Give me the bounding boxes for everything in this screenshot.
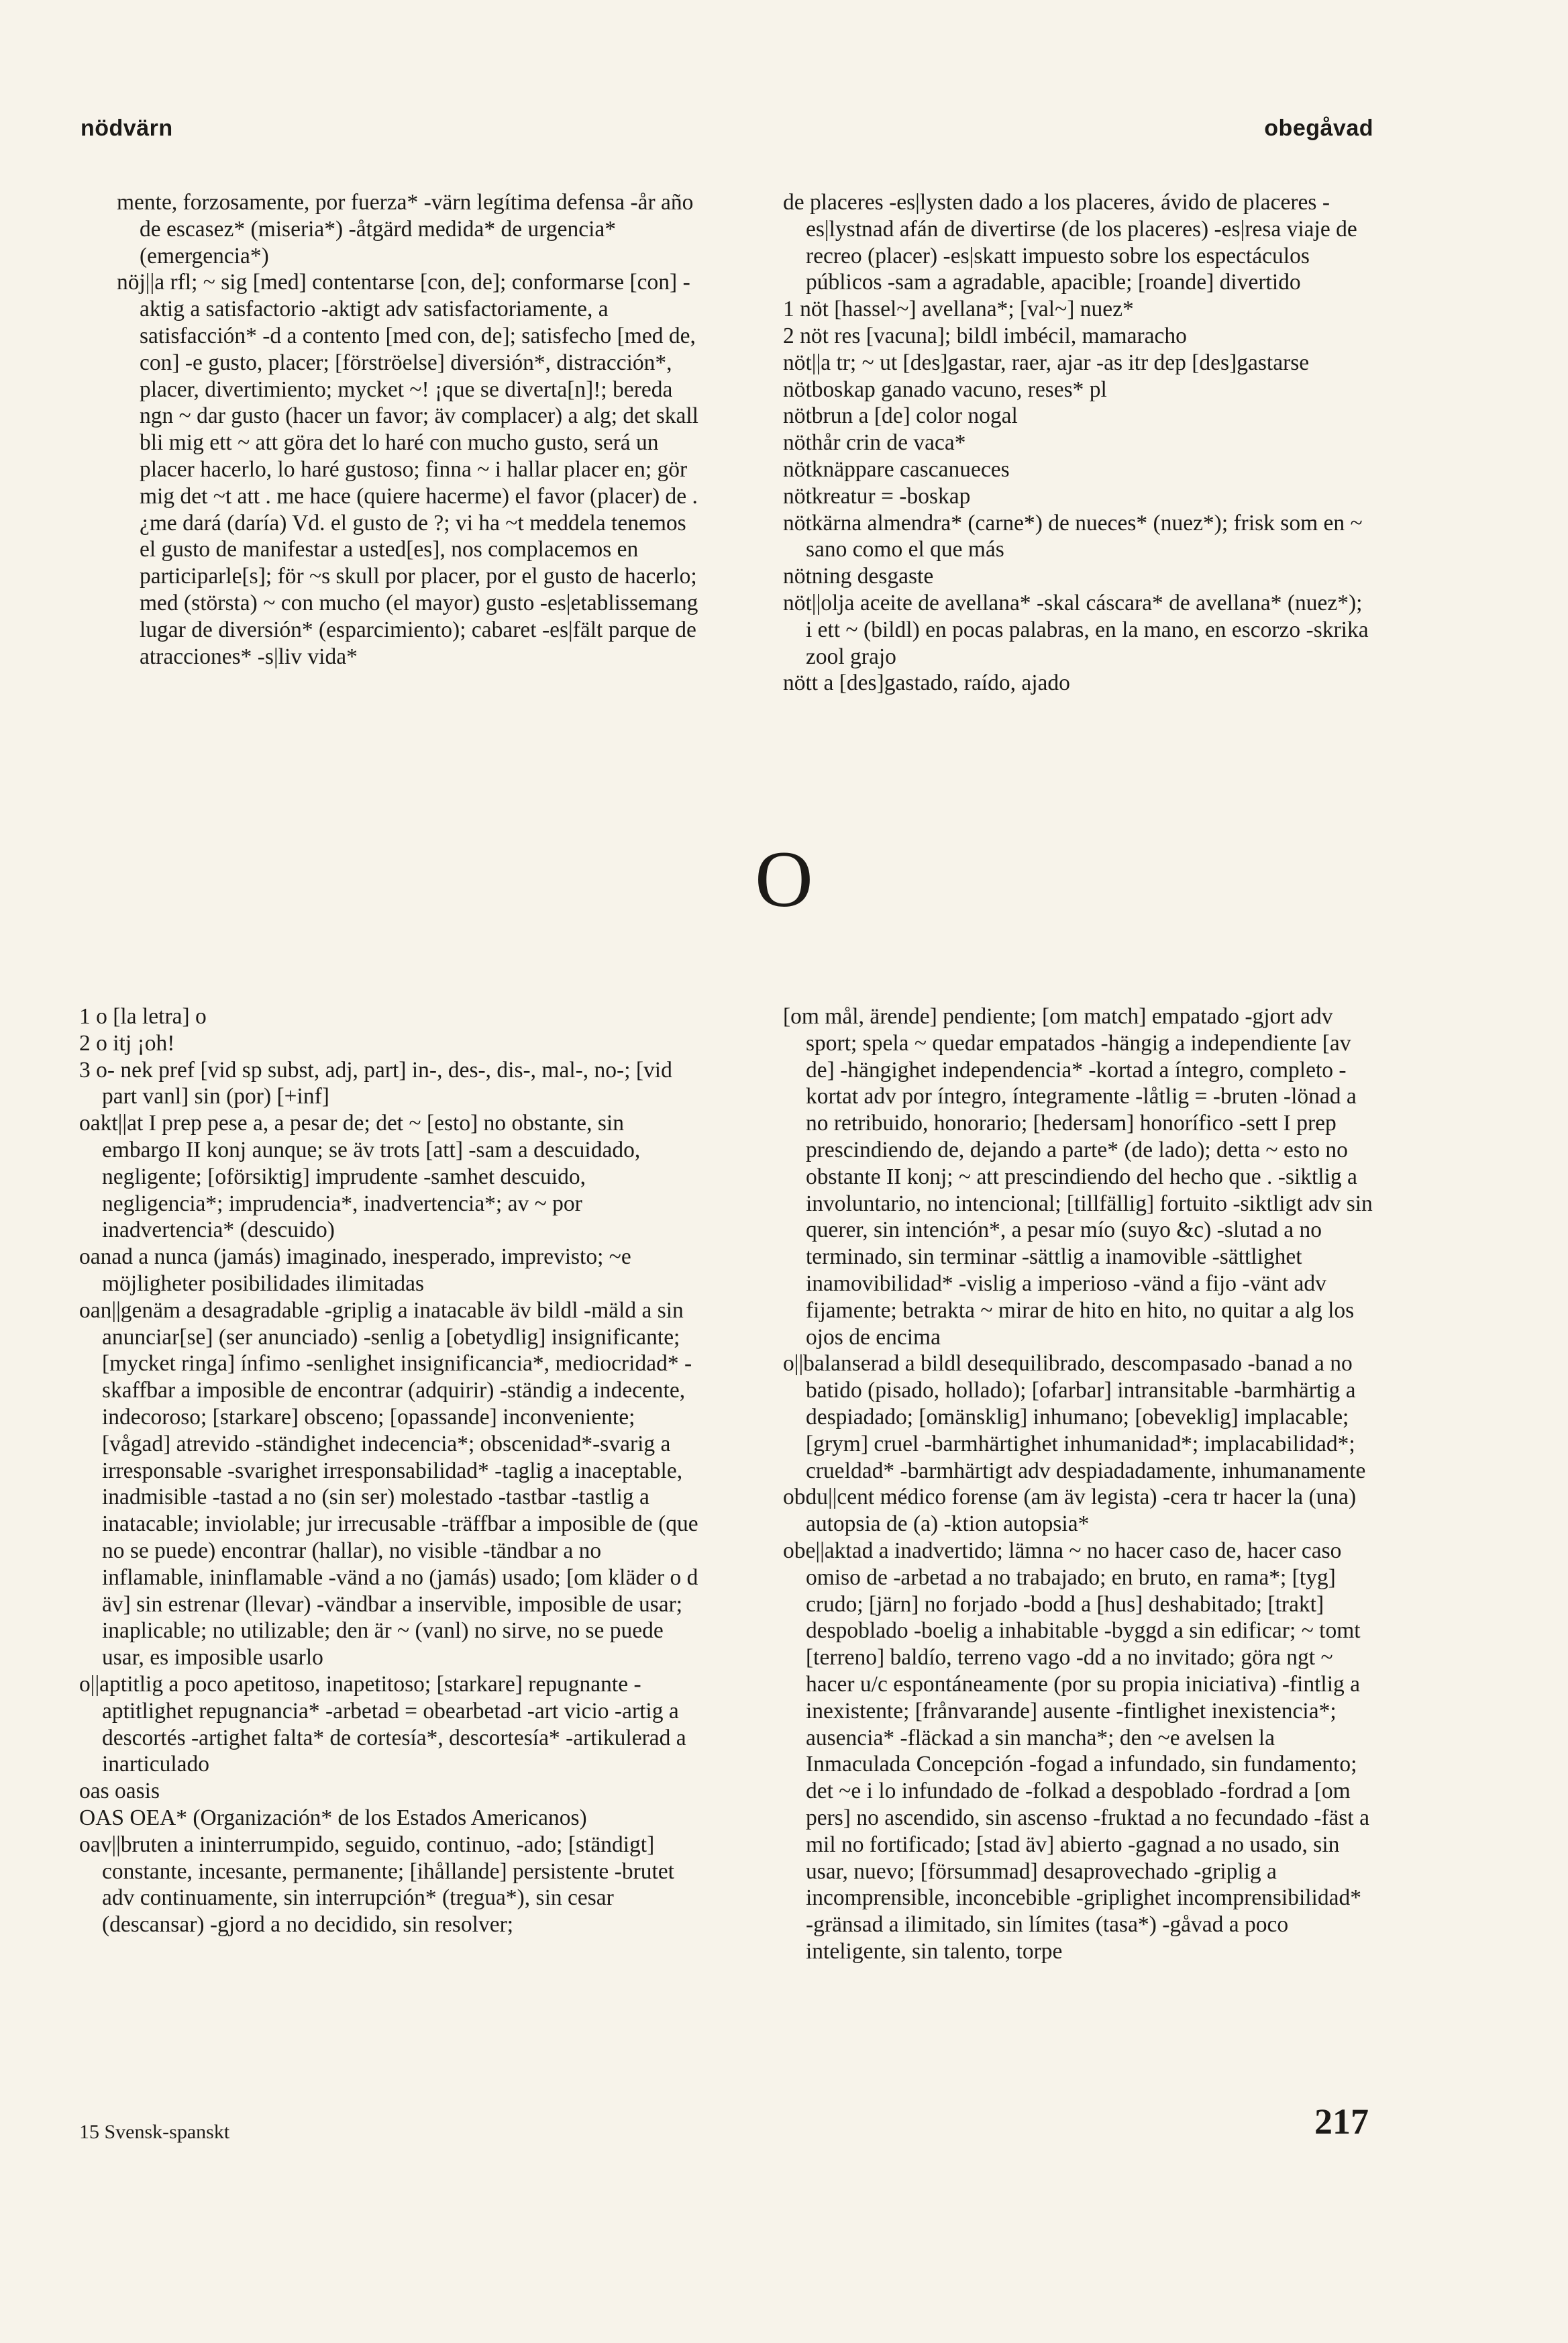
- dictionary-entry: [om mål, ärende] pendiente; [om match] empatado -gjort adv sport; spela ~ quedar empatados -hängig a independiente [av de] -hängighet independencia* -kortad a íntegro, completo -kortat adv por íntegro, íntegramente -låtlig = -bruten -lönad a no retribuido, honorario; [hedersam] honorífico -sett I prep prescindiendo de, dejando a parte* (de lado); detta ~ esto no obstante II konj; ~ att prescindiendo del hecho que . -siktlig a involuntario, no intencional; [tillfällig] fortuito -siktligt adv sin querer, sin intención*, a pesar mío (suyo &c) -slutad a no terminado, sin terminar -sättlig a inamovible -sättlighet inamovibilidad* -vislig a imperioso -vänd a fijo -vänt adv fijamente; betrakta ~ mirar de hito en hito, no quitar a alg los ojos de encima: [783, 1004, 1373, 1350]
- dictionary-entry: nötkreatur = -boskap: [783, 483, 971, 509]
- dictionary-entry: OAS OEA* (Organización* de los Estados Americanos): [79, 1805, 587, 1830]
- dictionary-entry: o||aptitlig a poco apetitoso, inapetitoso; [starkare] repugnante -aptitlighet repugnancia* -arbetad = obearbetad -art vicio -artig a descortés -artighet falta* de cortesía*, descortesía* -artikulerad a inarticulado: [79, 1671, 686, 1777]
- dictionary-entry: nötning desgaste: [783, 564, 934, 589]
- left-guide-word: nödvärn: [81, 115, 173, 141]
- dictionary-entry: obe||aktad a inadvertido; lämna ~ no hacer caso de, hacer caso omiso de -arbetad a no trabajado; en bruto, en rama*; [tyg] crudo; [järn] no forjado -bodd a [hus] deshabitado; [trakt] despoblado -boelig a inhabitable -byggd a sin edificar; ~ tomt [terreno] baldío, terreno vago -dd a no invitado; göra ngt ~ hacer u/c espontáneamente (por su propia iniciativa) -fintlig a inexistente; [frånvarande] ausente -fintlighet inexistencia*; ausencia* -fläckad a sin mancha*; den ~e avelsen la Inmaculada Concepción -fogad a infundado, sin fundamento; det ~e i lo infundado de -folkad a despoblado -fordrad a [om pers] no ascendido, sin ascenso -fruktad a no fecundado -fäst a mil no fortificado; [stad äv] abierto -gagnad a no usado, sin usar, nuevo; [försummad] desaprovechado -griplig a incomprensible, inconcebible -griplighet incomprensibilidad* -gränsad a ilimitado, sin límites (tasa*) -gåvad a poco inteligente, sin talento, torpe: [783, 1538, 1369, 1964]
- dictionary-entry: 3 o- nek pref [vid sp subst, adj, part] in-, des-, dis-, mal-, no-; [vid part vanl] sin (por) [+inf]: [79, 1057, 672, 1109]
- dictionary-entry: nötbrun a [de] color nogal: [783, 403, 1018, 429]
- dictionary-entry: mente, forzosamente, por fuerza* -värn legítima defensa -år año de escasez* (miseria*) -åtgärd medida* de urgencia* (emergencia*): [117, 190, 694, 268]
- dictionary-entry: oakt||at I prep pese a, a pesar de; det ~ [esto] no obstante, sin embargo II konj aunque; se äv trots [att] -sam a descuidado, negligente; [oförsiktig] imprudente -samhet descuido, negligencia*; imprudencia*, inadvertencia*; av ~ por inadvertencia* (descuido): [79, 1111, 641, 1243]
- dictionary-entry: nötknäppare cascanueces: [783, 456, 1010, 482]
- right-guide-word: obegåvad: [1264, 115, 1373, 141]
- dictionary-entry: 2 nöt res [vacuna]; bildl imbécil, mamaracho: [783, 323, 1187, 348]
- dictionary-entry: nöt||a tr; ~ ut [des]gastar, raer, ajar -as itr dep [des]gastarse: [783, 350, 1310, 375]
- section-letter: O: [755, 834, 813, 924]
- dictionary-entry: oas oasis: [79, 1779, 160, 1804]
- dictionary-entry: 1 o [la letra] o: [79, 1004, 207, 1029]
- column-bottom-right: [783, 1003, 1373, 1965]
- page-number: 217: [1314, 2101, 1369, 2142]
- dictionary-entry: nött a [des]gastado, raído, ajado: [783, 670, 1070, 696]
- dictionary-entry: nöthår crin de vaca*: [783, 430, 966, 456]
- column-bottom-left: [79, 1003, 707, 1938]
- signature-mark: 15 Svensk-spanskt: [79, 2121, 230, 2143]
- column-top-right: [783, 189, 1373, 697]
- dictionary-entry: nöt||olja aceite de avellana* -skal cáscara* de avellana* (nuez*); i ett ~ (bildl) en pocas palabras, en la mano, en escorzo -skrika zool grajo: [783, 590, 1369, 669]
- dictionary-entry: nötboskap ganado vacuno, reses* pl: [783, 377, 1107, 402]
- dictionary-entry: obdu||cent médico forense (am äv legista) -cera tr hacer la (una) autopsia de (a) -ktion autopsia*: [783, 1485, 1357, 1537]
- dictionary-entry: o||balanserad a bildl desequilibrado, descompasado -banad a no batido (pisado, hollado); [ofarbar] intransitable -barmhärtig a despiadado; [omänsklig] inhumano; [obeveklig] implacable; [grym] cruel -barmhärtighet inhumanidad*; implacabilidad*; crueldad* -barmhärtigt adv despiadadamente, inhumanamente: [783, 1351, 1366, 1483]
- dictionary-entry: de placeres -es|lysten dado a los placeres, ávido de placeres -es|lystnad afán de divertirse (de los placeres) -es|resa viaje de recreo (placer) -es|skatt impuesto sobre los espectáculos públicos -sam a agradable, apacible; [roande] divertido: [783, 190, 1357, 295]
- dictionary-entry: oan||genäm a desagradable -griplig a inatacable äv bildl -mäld a sin anunciar[se] (ser anunciado) -senlig a [obetydlig] insignificante; [mycket ringa] ínfimo -senlighet insignificancia*, mediocridad* -skaffbar a imposible de encontrar (adquirir) -ständig a indecente, indecoroso; [starkare] obsceno; [opassande] inconveniente; [vågad] atrevido -ständighet indecencia*; obscenidad*-svarig a irresponsable -svarighet irresponsabilidad* -taglig a inaceptable, inadmisible -tastad a no (sin ser) molestado -tastbar -tastlig a inatacable; inviolable; jur irrecusable -träffbar a imposible de (que no se puede) encontrar (hallar), no visible -tändbar a no inflamable, ininflamable -vänd a no (jamás) usado; [om kläder o d äv] sin estrenar (llevar) -vändbar a inservible, imposible de usar; inaplicable; no utilizable; den är ~ (vanl) no sirve, no se puede usar, es imposible usarlo: [79, 1297, 698, 1671]
- dictionary-entry: 1 nöt [hassel~] avellana*; [val~] nuez*: [783, 297, 1134, 322]
- dictionary-entry: oanad a nunca (jamás) imaginado, inesperado, imprevisto; ~e möjligheter posibilidades ilimitadas: [79, 1244, 631, 1296]
- dictionary-entry: oav||bruten a ininterrumpido, seguido, continuo, -ado; [ständigt] constante, incesante, permanente; [ihållande] persistente -brutet adv continuamente, sin interrupción* (tregua*), sin cesar (descansar) -gjord a no decidido, sin resolver;: [79, 1832, 674, 1938]
- dictionary-entry: nöj||a rfl; ~ sig [med] contentarse [con, de]; conformarse [con] -aktig a satisfactorio -aktigt adv satisfactoriamente, a satisfacción* -d a contento [med con, de]; satisfecho [med de, con] -e gusto, placer; [förströelse] diversión*, distracción*, placer, divertimiento; mycket ~! ¡que se diverta[n]!; bereda ngn ~ dar gusto (hacer un favor; äv complacer) a alg; det skall bli mig ett ~ att göra det lo haré con mucho gusto, será un placer hacerlo, lo haré gustoso; finna ~ i hallar placer en; gör mig det ~t att . me hace (quiere hacerme) el favor (placer) de . ¿me dará (daría) Vd. el gusto de ?; vi ha ~t meddela tenemos el gusto de manifestar a usted[es], nos complacemos en participarle[s]; för ~s skull por placer, por el gusto de hacerlo; med (största) ~ con mucho (el mayor) gusto -es|etablissemang lugar de diversión* (esparcimiento); cabaret -es|fält parque de atracciones* -s|liv vida*: [117, 270, 698, 669]
- dictionary-entry: 2 o itj ¡oh!: [79, 1030, 175, 1056]
- column-top-left: [117, 189, 707, 670]
- dictionary-entry: nötkärna almendra* (carne*) de nueces* (nuez*); frisk som en ~ sano como el que más: [783, 510, 1363, 562]
